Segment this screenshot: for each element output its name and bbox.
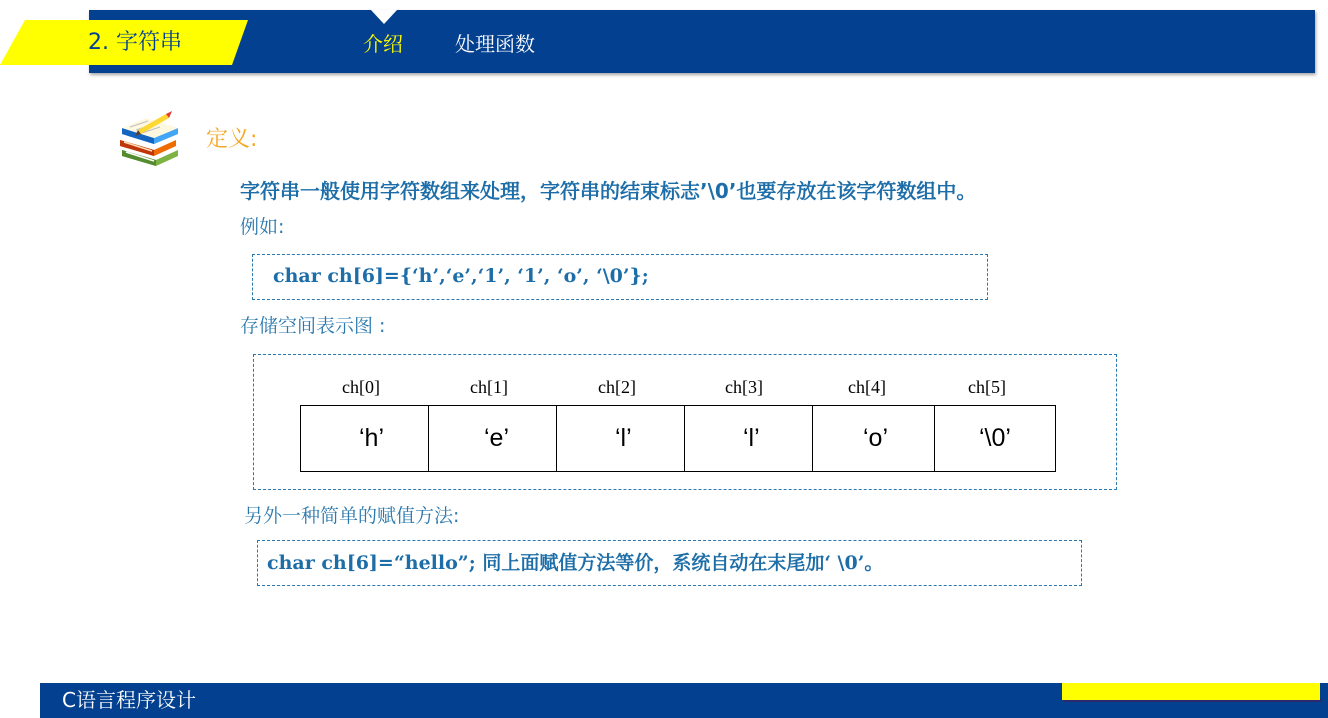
active-tab-indicator (371, 10, 397, 24)
storage-cell (935, 406, 1055, 471)
definition-text: 字符串一般使用字符数组来处理，字符串的结束标志’\0’也要存放在该字符数组中。 (240, 179, 977, 203)
footer-title: C语言程序设计 (62, 688, 196, 712)
storage-label: 存储空间表示图 : (240, 315, 386, 337)
cell-value: ‘l’ (743, 424, 760, 452)
cell-value: ‘\0’ (979, 424, 1011, 452)
cell-value: ‘e’ (484, 424, 510, 452)
books-icon (116, 110, 184, 168)
index-label: ch[1] (470, 377, 508, 397)
example-label: 例如: (240, 216, 285, 238)
footer-accent (1062, 683, 1320, 700)
definition-heading: 定义: (206, 127, 258, 152)
alternative-label: 另外一种简单的赋值方法: (244, 505, 460, 527)
section-title: 2. 字符串 (88, 30, 182, 55)
cell-value: ‘l’ (615, 424, 632, 452)
storage-cell (429, 406, 557, 471)
storage-cell (557, 406, 685, 471)
storage-cells (300, 405, 1056, 472)
index-label: ch[4] (848, 377, 886, 397)
index-label: ch[3] (725, 377, 763, 397)
alternative-code: char ch[6]=“hello”; 同上面赋值方法等价，系统自动在末尾加‘ \0’。 (267, 552, 884, 574)
cell-value: ‘h’ (359, 424, 385, 452)
tab-intro[interactable]: 介绍 (363, 32, 403, 56)
index-label: ch[2] (598, 377, 636, 397)
storage-cell (685, 406, 813, 471)
cell-value: ‘o’ (863, 424, 889, 452)
index-label: ch[5] (968, 377, 1006, 397)
index-label: ch[0] (342, 377, 380, 397)
example-code: char ch[6]={‘h’,‘e’,‘1’, ‘1’, ‘o’, ‘\0’}; (273, 265, 649, 287)
storage-cell (813, 406, 935, 471)
storage-cell (301, 406, 429, 471)
header-bar (89, 10, 1315, 73)
tab-functions[interactable]: 处理函数 (455, 32, 535, 56)
